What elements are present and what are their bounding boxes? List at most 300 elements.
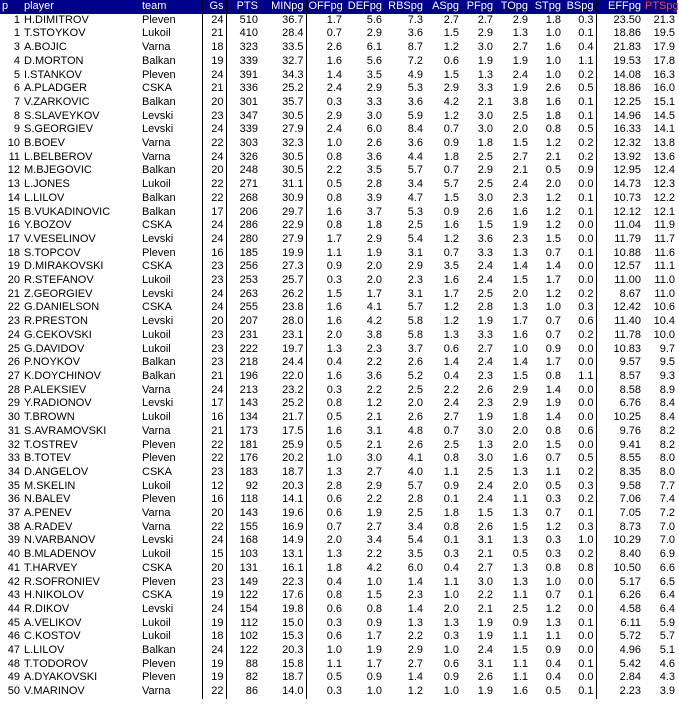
points-cell: 271 — [226, 178, 260, 192]
steals-cell: 1.0 — [545, 54, 561, 67]
col-header-team[interactable]: team — [140, 0, 202, 14]
minutes-cell: 14.9 — [282, 534, 304, 547]
points-cell: 280 — [226, 233, 260, 247]
points-per-game-cell: 12.1 — [653, 205, 675, 218]
efficiency-cell: 8.40 — [596, 548, 643, 562]
minutes-cell: 22.0 — [282, 369, 304, 382]
minutes-cell: 25.2 — [282, 397, 304, 410]
player-name-cell: V.ZARKOVIC — [24, 95, 90, 108]
off-rebounds-cell: 1.6 — [306, 206, 344, 220]
games-cell: 20 — [202, 315, 226, 329]
games-cell: 22 — [202, 439, 226, 453]
fouls-cell: 2.7 — [477, 13, 493, 26]
points-cell: 112 — [226, 617, 260, 631]
rank-cell: 47 — [7, 644, 20, 657]
table-row — [0, 356, 677, 370]
points-cell: 268 — [226, 192, 260, 206]
def-rebounds-cell: 2.2 — [366, 356, 382, 369]
steals-cell: 0.5 — [545, 685, 561, 698]
team-cell: CSKA — [142, 301, 172, 314]
steals-cell: 1.0 — [545, 575, 561, 588]
off-rebounds-cell: 1.3 — [306, 548, 344, 562]
fouls-cell: 2.9 — [477, 27, 493, 40]
points-per-game-cell: 11.0 — [654, 287, 675, 300]
assists-cell: 1.2 — [443, 232, 459, 245]
minutes-cell: 16.1 — [282, 561, 304, 574]
efficiency-cell: 8.58 — [596, 384, 643, 398]
blocks-cell: 0.5 — [578, 452, 594, 465]
blocks-cell: 0.8 — [578, 561, 594, 574]
turnovers-cell: 2.7 — [512, 41, 528, 54]
col-header-points-per-game[interactable]: PTSpg — [645, 0, 679, 12]
col-header-rebounds[interactable]: RBSpg — [384, 0, 425, 14]
player-name-cell: A.PENEV — [24, 507, 72, 520]
points-per-game-cell: 4.6 — [659, 657, 675, 670]
steals-cell: 1.5 — [545, 438, 561, 451]
off-rebounds-cell: 1.3 — [306, 466, 344, 480]
blocks-cell: 0.1 — [578, 657, 594, 670]
minutes-cell: 25.9 — [282, 438, 304, 451]
games-cell: 23 — [202, 329, 226, 343]
minutes-cell: 15.0 — [282, 616, 304, 629]
def-rebounds-cell: 4.2 — [366, 561, 382, 574]
off-rebounds-cell: 0.3 — [306, 685, 344, 699]
efficiency-cell: 8.55 — [596, 452, 643, 466]
rebounds-cell: 3.1 — [407, 287, 423, 300]
turnovers-cell: 1.5 — [512, 274, 528, 287]
def-rebounds-cell: 3.6 — [366, 369, 382, 382]
fouls-cell: 3.1 — [477, 534, 493, 547]
efficiency-cell: 10.88 — [596, 247, 643, 261]
fouls-cell: 3.1 — [477, 657, 493, 670]
rank-cell: 27 — [7, 369, 20, 382]
blocks-cell: 0.0 — [578, 342, 594, 355]
fouls-cell: 2.6 — [477, 671, 493, 684]
fouls-cell: 2.5 — [477, 465, 493, 478]
team-cell: Balkan — [142, 369, 176, 382]
turnovers-cell: 1.3 — [512, 561, 528, 574]
def-rebounds-cell: 4.1 — [366, 301, 382, 314]
off-rebounds-cell: 0.9 — [306, 260, 344, 274]
rebounds-cell: 5.4 — [407, 534, 423, 547]
points-per-game-cell: 12.4 — [653, 164, 675, 177]
games-cell: 20 — [202, 96, 226, 110]
off-rebounds-cell: 1.6 — [306, 301, 344, 315]
minutes-cell: 19.6 — [282, 507, 304, 520]
player-name-cell: R.DIKOV — [24, 602, 70, 615]
rank-cell: 15 — [7, 205, 20, 218]
assists-cell: 1.2 — [443, 315, 459, 328]
points-cell: 206 — [226, 206, 260, 220]
off-rebounds-cell: 0.4 — [306, 576, 344, 590]
def-rebounds-cell: 2.1 — [366, 438, 382, 451]
turnovers-cell: 1.3 — [512, 246, 528, 259]
col-header-blocks[interactable]: BSpg — [563, 0, 596, 14]
fouls-cell: 3.0 — [477, 452, 493, 465]
turnovers-cell: 1.9 — [512, 54, 528, 67]
col-header-steals[interactable]: STpg — [530, 0, 563, 14]
rank-cell: 45 — [7, 616, 20, 629]
minutes-cell: 23.8 — [282, 301, 304, 314]
def-rebounds-cell: 2.3 — [366, 342, 382, 355]
minutes-cell: 28.4 — [282, 27, 304, 40]
fouls-cell: 2.1 — [477, 95, 493, 108]
efficiency-cell: 6.26 — [596, 589, 643, 603]
col-header-assists[interactable]: ASpg — [425, 0, 461, 14]
blocks-cell: 0.1 — [578, 191, 594, 204]
minutes-cell: 22.9 — [282, 219, 304, 232]
rebounds-cell: 2.6 — [407, 438, 423, 451]
team-cell: Varna — [142, 507, 171, 520]
table-row — [0, 452, 677, 466]
turnovers-cell: 1.6 — [512, 452, 528, 465]
blocks-cell: 0.1 — [578, 109, 594, 122]
col-header-player[interactable]: player — [22, 0, 140, 14]
minutes-cell: 20.3 — [282, 479, 304, 492]
blocks-cell: 0.1 — [578, 246, 594, 259]
rank-cell: 40 — [7, 548, 20, 561]
def-rebounds-cell: 3.8 — [366, 328, 382, 341]
points-per-game-cell: 6.6 — [659, 561, 675, 574]
games-cell: 19 — [202, 55, 226, 69]
turnovers-cell: 2.0 — [512, 424, 528, 437]
efficiency-cell: 11.79 — [596, 233, 643, 247]
fouls-cell: 2.1 — [477, 548, 493, 561]
points-per-game-cell: 16.3 — [653, 68, 675, 81]
team-cell: Pleven — [142, 68, 176, 81]
steals-cell: 1.8 — [545, 13, 561, 26]
points-per-game-cell: 6.4 — [659, 589, 675, 602]
assists-cell: 0.7 — [443, 123, 459, 136]
steals-cell: 0.7 — [545, 246, 561, 259]
games-cell: 23 — [202, 274, 226, 288]
points-cell: 256 — [226, 260, 260, 274]
points-cell: 196 — [226, 370, 260, 384]
games-cell: 23 — [202, 356, 226, 370]
off-rebounds-cell: 1.6 — [306, 315, 344, 329]
turnovers-cell: 1.4 — [512, 260, 528, 273]
player-name-cell: A.VELIKOV — [24, 616, 82, 629]
games-cell: 23 — [202, 260, 226, 274]
turnovers-cell: 1.5 — [512, 520, 528, 533]
def-rebounds-cell: 0.9 — [366, 671, 382, 684]
games-cell: 22 — [202, 137, 226, 151]
assists-cell: 2.0 — [443, 602, 459, 615]
player-name-cell: K.DOYCHINOV — [24, 369, 102, 382]
points-cell: 155 — [226, 521, 260, 535]
rebounds-cell: 2.3 — [407, 589, 423, 602]
points-cell: 255 — [226, 301, 260, 315]
col-header-turnovers[interactable]: TOpg — [495, 0, 530, 14]
table-row — [0, 315, 677, 329]
minutes-cell: 21.7 — [282, 411, 304, 424]
rebounds-cell: 3.6 — [407, 95, 423, 108]
points-per-game-cell: 11.0 — [654, 274, 675, 287]
efficiency-cell: 7.06 — [596, 493, 643, 507]
team-cell: Levski — [142, 315, 174, 328]
points-cell: 185 — [226, 247, 260, 261]
assists-cell: 1.0 — [443, 589, 459, 602]
games-cell: 15 — [202, 548, 226, 562]
points-cell: 173 — [226, 425, 260, 439]
player-name-cell: I.STANKOV — [24, 68, 82, 81]
rebounds-cell: 8.4 — [407, 123, 423, 136]
efficiency-cell: 10.29 — [596, 534, 643, 548]
rebounds-cell: 2.9 — [407, 644, 423, 657]
rebounds-cell: 2.0 — [407, 397, 423, 410]
col-header-fouls[interactable]: PFpg — [461, 0, 495, 14]
table-row — [0, 343, 677, 357]
blocks-cell: 0.0 — [578, 383, 594, 396]
steals-cell: 1.4 — [545, 260, 561, 273]
turnovers-cell: 2.3 — [512, 232, 528, 245]
rank-cell: 1 — [13, 27, 20, 40]
table-row — [0, 534, 677, 548]
efficiency-cell: 9.58 — [596, 480, 643, 494]
off-rebounds-cell: 1.6 — [306, 55, 344, 69]
blocks-cell: 1.1 — [578, 54, 594, 67]
efficiency-cell: 11.40 — [596, 315, 643, 329]
games-cell: 22 — [202, 685, 226, 699]
rank-cell: 46 — [7, 630, 20, 643]
points-cell: 391 — [226, 69, 260, 83]
table-row — [0, 384, 677, 398]
assists-cell: 1.4 — [443, 356, 459, 369]
fouls-cell: 1.3 — [477, 438, 493, 451]
team-cell: Lukoil — [142, 27, 171, 40]
steals-cell: 1.4 — [545, 383, 561, 396]
points-per-game-cell: 14.1 — [653, 123, 675, 136]
player-name-cell: T.TODOROV — [24, 657, 88, 670]
efficiency-cell: 8.57 — [596, 370, 643, 384]
minutes-cell: 13.1 — [282, 548, 304, 561]
rank-cell: 19 — [7, 260, 20, 273]
rebounds-cell: 2.9 — [407, 260, 423, 273]
assists-cell: 0.6 — [443, 342, 459, 355]
fouls-cell: 2.9 — [477, 164, 493, 177]
assists-cell: 0.7 — [443, 164, 459, 177]
games-cell: 24 — [202, 301, 226, 315]
efficiency-cell: 9.76 — [596, 425, 643, 439]
rank-cell: 44 — [7, 602, 20, 615]
games-cell: 24 — [202, 69, 226, 83]
col-header-efficiency[interactable]: EFFpg — [596, 0, 643, 14]
def-rebounds-cell: 5.6 — [366, 54, 382, 67]
assists-cell: 1.8 — [443, 150, 459, 163]
col-header-games[interactable]: Gs — [202, 0, 226, 14]
off-rebounds-cell: 2.4 — [306, 123, 344, 137]
off-rebounds-cell: 0.3 — [306, 274, 344, 288]
rank-cell: 14 — [7, 191, 20, 204]
player-name-cell: P.ALEKSIEV — [24, 383, 87, 396]
assists-cell: 0.8 — [443, 452, 459, 465]
points-per-game-cell: 8.0 — [659, 452, 675, 465]
rebounds-cell: 5.7 — [407, 164, 423, 177]
points-per-game-cell: 5.7 — [659, 630, 675, 643]
rebounds-cell: 1.4 — [407, 575, 423, 588]
efficiency-cell: 2.23 — [596, 685, 643, 699]
turnovers-cell: 1.5 — [512, 369, 528, 382]
turnovers-cell: 2.7 — [512, 150, 528, 163]
off-rebounds-cell: 1.8 — [306, 562, 344, 576]
player-name-cell: G.CEKOVSKI — [24, 328, 92, 341]
off-rebounds-cell: 1.0 — [306, 644, 344, 658]
rank-cell: 34 — [7, 465, 20, 478]
points-cell: 339 — [226, 55, 260, 69]
points-cell: 86 — [226, 685, 260, 699]
fouls-cell: 3.0 — [477, 41, 493, 54]
steals-cell: 0.7 — [545, 452, 561, 465]
rank-cell: 20 — [7, 274, 20, 287]
player-name-cell: N.BALEV — [24, 493, 71, 506]
turnovers-cell: 2.9 — [512, 397, 528, 410]
minutes-cell: 19.7 — [282, 342, 304, 355]
def-rebounds-cell: 1.7 — [366, 657, 382, 670]
rank-cell: 21 — [7, 287, 20, 300]
player-name-cell: R.PRESTON — [24, 315, 88, 328]
points-cell: 88 — [226, 658, 260, 672]
steals-cell: 0.8 — [545, 424, 561, 437]
points-cell: 118 — [226, 493, 260, 507]
player-name-cell: T.OSTREV — [24, 438, 78, 451]
points-per-game-cell: 17.8 — [653, 54, 675, 67]
assists-cell: 0.3 — [443, 548, 459, 561]
rank-cell: 28 — [7, 383, 20, 396]
efficiency-cell: 18.86 — [596, 82, 643, 96]
off-rebounds-cell: 2.4 — [306, 82, 344, 96]
steals-cell: 1.1 — [545, 630, 561, 643]
table-row — [0, 206, 677, 220]
minutes-cell: 26.2 — [282, 287, 304, 300]
table-row — [0, 69, 677, 83]
team-cell: Balkan — [142, 164, 176, 177]
rank-cell: 17 — [7, 232, 20, 245]
turnovers-cell: 1.3 — [512, 534, 528, 547]
blocks-cell: 0.2 — [578, 68, 594, 81]
team-cell: Balkan — [142, 191, 176, 204]
points-per-game-cell: 10.4 — [653, 315, 675, 328]
team-cell: CSKA — [142, 465, 172, 478]
fouls-cell: 3.3 — [477, 82, 493, 95]
fouls-cell: 2.3 — [477, 369, 493, 382]
games-cell: 24 — [202, 219, 226, 233]
games-cell: 20 — [202, 507, 226, 521]
points-per-game-cell: 15.1 — [653, 95, 675, 108]
blocks-cell: 0.6 — [578, 315, 594, 328]
table-row — [0, 96, 677, 110]
steals-cell: 2.6 — [545, 82, 561, 95]
rank-cell: 26 — [7, 356, 20, 369]
player-name-cell: R.SOFRONIEV — [24, 575, 100, 588]
rebounds-cell: 3.6 — [407, 27, 423, 40]
turnovers-cell: 2.0 — [512, 438, 528, 451]
steals-cell: 0.7 — [545, 589, 561, 602]
table-row — [0, 548, 677, 562]
table-row — [0, 507, 677, 521]
fouls-cell: 2.2 — [477, 589, 493, 602]
team-cell: Pleven — [142, 493, 176, 506]
col-header-points[interactable]: PTS — [226, 0, 260, 14]
steals-cell: 0.3 — [545, 548, 561, 561]
def-rebounds-cell: 3.1 — [366, 424, 382, 437]
efficiency-cell: 12.57 — [596, 260, 643, 274]
rebounds-cell: 5.3 — [407, 82, 423, 95]
rebounds-cell: 4.1 — [407, 452, 423, 465]
off-rebounds-cell: 0.8 — [306, 589, 344, 603]
fouls-cell: 2.6 — [477, 383, 493, 396]
player-name-cell: B.BOEV — [24, 137, 65, 150]
def-rebounds-cell: 1.0 — [366, 685, 382, 698]
rank-cell: 16 — [7, 219, 20, 232]
table-row — [0, 562, 677, 576]
player-name-cell: N.VARBANOV — [24, 534, 96, 547]
rank-cell: 32 — [7, 438, 20, 451]
steals-cell: 1.5 — [545, 232, 561, 245]
assists-cell: 0.4 — [443, 561, 459, 574]
rebounds-cell: 4.4 — [407, 150, 423, 163]
turnovers-cell: 1.3 — [512, 27, 528, 40]
minutes-cell: 15.3 — [282, 630, 304, 643]
table-row — [0, 521, 677, 535]
games-cell: 23 — [202, 466, 226, 480]
col-header-off-rebounds[interactable]: OFFpg — [306, 0, 344, 14]
games-cell: 19 — [202, 671, 226, 685]
minutes-cell: 33.5 — [282, 41, 304, 54]
def-rebounds-cell: 3.0 — [366, 452, 382, 465]
def-rebounds-cell: 2.1 — [366, 411, 382, 424]
fouls-cell: 3.0 — [477, 191, 493, 204]
steals-cell: 1.1 — [545, 465, 561, 478]
points-per-game-cell: 3.9 — [659, 685, 675, 698]
points-cell: 131 — [226, 562, 260, 576]
points-cell: 168 — [226, 534, 260, 548]
off-rebounds-cell: 0.7 — [306, 521, 344, 535]
def-rebounds-cell: 1.8 — [366, 219, 382, 232]
turnovers-cell: 1.3 — [512, 507, 528, 520]
rebounds-cell: 2.6 — [407, 356, 423, 369]
points-cell: 181 — [226, 439, 260, 453]
minutes-cell: 20.3 — [282, 644, 304, 657]
col-header-def-rebounds[interactable]: DEFpg — [344, 0, 384, 14]
games-cell: 22 — [202, 192, 226, 206]
col-header-rank[interactable]: p — [0, 0, 22, 14]
blocks-cell: 0.0 — [578, 411, 594, 424]
table-row — [0, 617, 677, 631]
assists-cell: 0.9 — [443, 137, 459, 150]
rebounds-cell: 7.3 — [407, 13, 423, 26]
table-row — [0, 123, 677, 137]
fouls-cell: 1.9 — [477, 315, 493, 328]
assists-cell: 1.0 — [443, 644, 459, 657]
def-rebounds-cell: 6.1 — [366, 41, 382, 54]
team-cell: Lukoil — [142, 616, 171, 629]
def-rebounds-cell: 3.3 — [366, 95, 382, 108]
off-rebounds-cell: 1.6 — [306, 425, 344, 439]
games-cell: 18 — [202, 41, 226, 55]
player-name-cell: T.HARVEY — [24, 561, 78, 574]
fouls-cell: 1.9 — [477, 54, 493, 67]
team-cell: Levski — [142, 397, 174, 410]
team-cell: Pleven — [142, 438, 176, 451]
col-header-minutes[interactable]: MINpg — [260, 0, 306, 14]
rank-cell: 23 — [7, 315, 20, 328]
table-row — [0, 685, 677, 699]
def-rebounds-cell: 3.5 — [366, 164, 382, 177]
turnovers-cell: 1.6 — [512, 328, 528, 341]
games-cell: 24 — [202, 384, 226, 398]
blocks-cell: 1.0 — [578, 534, 594, 547]
fouls-cell: 2.5 — [477, 150, 493, 163]
